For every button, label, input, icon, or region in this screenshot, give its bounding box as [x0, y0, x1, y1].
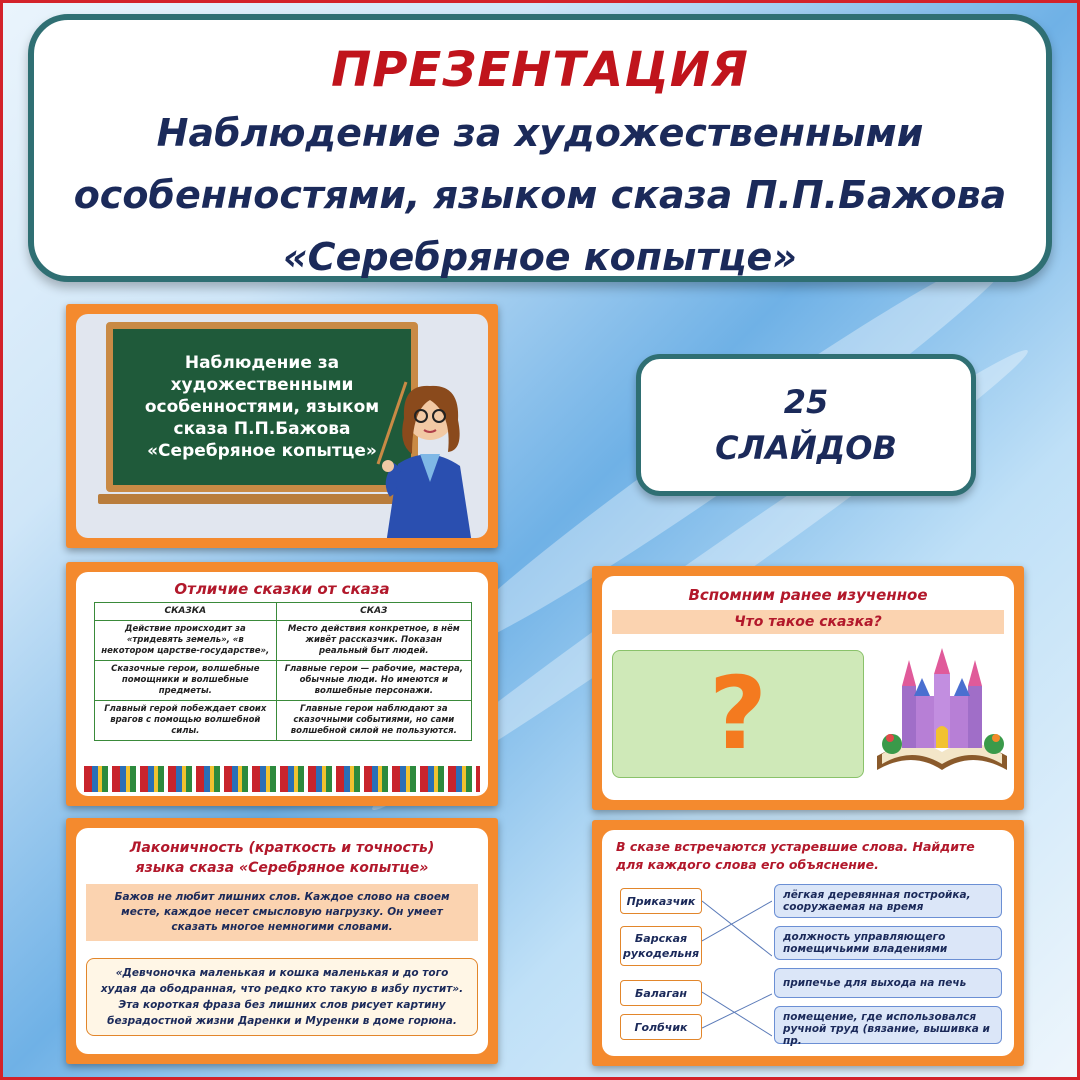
meaning-box: лёгкая деревянная постройка, сооружаемая на время: [774, 884, 1002, 918]
slide-title: [76, 838, 488, 878]
old-word-box: Приказчик: [620, 888, 702, 914]
old-word-box: Барская рукодельня: [620, 926, 702, 966]
slide-preview-title: [66, 304, 498, 548]
slide-count-badge: [636, 354, 976, 496]
slide-title: Вспомним ранее изученное: [688, 586, 928, 604]
table-cell: Главный герой побеждает своих врагов с помощью волшебной силы.: [95, 701, 277, 741]
chalkboard: Наблюдение за художественными особенностями, языком сказа П.П.Бажова «Серебряное копытце»: [106, 322, 418, 492]
comparison-table: [94, 602, 472, 741]
banner-title-line: особенностями, языком сказа П.П.Бажова: [73, 173, 1007, 217]
quote-box: «Девчоночка маленькая и кошка маленькая и до того худая да ободранная, что редко кто такую в избу пустит». Эта короткая фраза без лишних слов рисует картину безрадостной жизни Даренки и Муренки в доме горюна.: [86, 958, 478, 1036]
table-cell: Действие происходит за «тридевять земель», «в некотором царстве-государстве»,: [95, 621, 277, 661]
slide-subtitle: Что такое сказка?: [612, 610, 1004, 634]
slide-title: В сказе встречаются устаревшие слова. Найдите для каждого слова его объяснение.: [616, 839, 975, 872]
question-box: [612, 650, 864, 778]
table-cell: Главные герои — рабочие, мастера, обычные люди. Но имеются и волшебные персонажи.: [276, 661, 471, 701]
slide-preview-comparison: [66, 562, 498, 806]
old-word-box: Голбчик: [620, 1014, 702, 1040]
old-word-box: Балаган: [620, 980, 702, 1006]
meaning-box: должность управляющего помещичьими владениями: [774, 926, 1002, 960]
table-header-row: [95, 603, 472, 621]
table-row: [95, 701, 472, 741]
fairytale-castle-book-illustration: [872, 646, 1012, 776]
slide-preview-matching: [592, 820, 1024, 1066]
table-cell: Место действия конкретное, в нём живёт рассказчик. Показан реальный быт людей.: [276, 621, 471, 661]
table-header: СКАЗКА: [95, 603, 277, 621]
matching-lines: [702, 886, 772, 1046]
table-cell: Сказочные герои, волшебные помощники и волшебные предметы.: [95, 661, 277, 701]
question-mark: ?: [708, 655, 767, 772]
title-banner: [28, 14, 1052, 282]
slide-preview-laconism: [66, 818, 498, 1064]
slide-count-unit: СЛАЙДОВ: [715, 429, 897, 467]
banner-title-line: Наблюдение за художественными: [156, 111, 924, 155]
meaning-box: припечье для выхода на печь: [774, 968, 1002, 998]
banner-title-line: «Серебряное копытце»: [282, 235, 797, 279]
table-header: СКАЗ: [276, 603, 471, 621]
table-row: [95, 621, 472, 661]
banner-title: [34, 102, 1046, 288]
folk-ornament-border: [84, 766, 480, 792]
banner-kicker: ПРЕЗЕНТАЦИЯ: [331, 42, 749, 98]
slide-title: Отличие сказки от сказа: [174, 580, 390, 598]
slide-title-line: языка сказа «Серебряное копытце»: [135, 860, 429, 876]
slide-text-box: Бажов не любит лишних слов. Каждое слово на своем месте, каждое несет смысловую нагрузку. Он умеет сказать многое немногими словами.: [86, 884, 478, 941]
slide-title-line: Лаконичность (краткость и точность): [129, 840, 435, 856]
table-cell: Главные герои наблюдают за сказочными событиями, но сами волшебной силой не пользуются.: [276, 701, 471, 741]
table-row: [95, 661, 472, 701]
slide-preview-question: [592, 566, 1024, 810]
meaning-box: помещение, где использовался ручной труд (вязание, вышивка и пр.: [774, 1006, 1002, 1044]
slide-count-number: 25: [783, 383, 829, 421]
teacher-illustration: [368, 354, 488, 538]
